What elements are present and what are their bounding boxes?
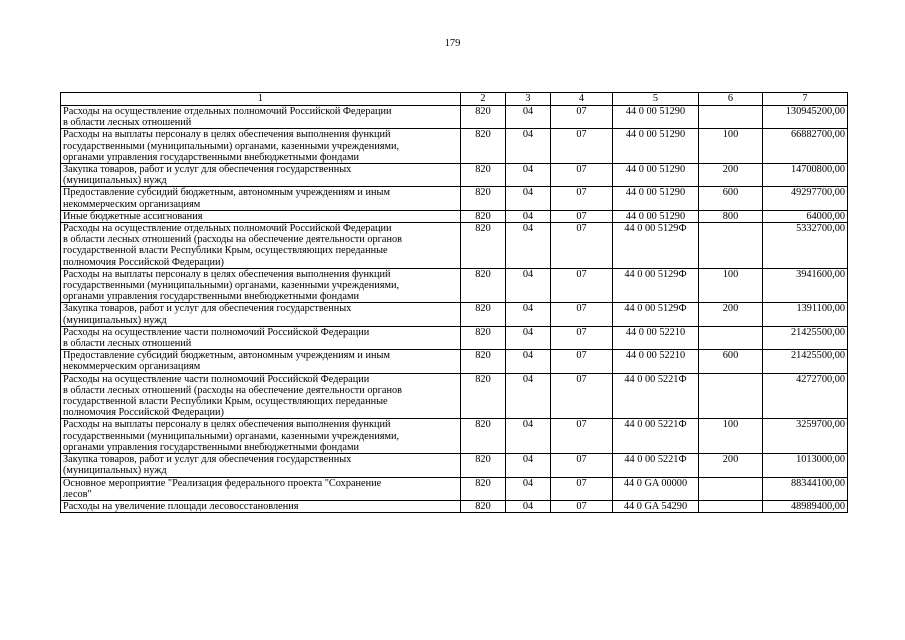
section-cell: 04	[506, 477, 551, 500]
section-cell: 04	[506, 223, 551, 269]
expense-type-cell	[699, 500, 763, 512]
ministry-code-cell: 820	[461, 210, 506, 222]
section-cell: 04	[506, 129, 551, 164]
amount-cell: 3259700,00	[763, 419, 848, 454]
table-row	[61, 326, 848, 349]
amount-cell: 14700800,00	[763, 164, 848, 187]
table-row	[61, 350, 848, 373]
ministry-code-cell: 820	[461, 419, 506, 454]
expense-name-cell: Расходы на увеличение площади лесовосстановления	[61, 500, 461, 512]
target-article-cell: 44 0 00 52210	[613, 350, 699, 373]
expense-name-cell: Иные бюджетные ассигнования	[61, 210, 461, 222]
section-cell: 04	[506, 106, 551, 129]
table-row	[61, 454, 848, 477]
ministry-code-cell: 820	[461, 187, 506, 210]
subsection-cell: 07	[551, 223, 613, 269]
table-row	[61, 223, 848, 269]
ministry-code-cell: 820	[461, 268, 506, 303]
target-article-cell: 44 0 00 51290	[613, 187, 699, 210]
subsection-cell: 07	[551, 350, 613, 373]
budget-table	[60, 92, 848, 513]
column-header: 2	[461, 93, 506, 106]
target-article-cell: 44 0 00 51290	[613, 210, 699, 222]
ministry-code-cell: 820	[461, 106, 506, 129]
amount-cell: 4272700,00	[763, 373, 848, 419]
target-article-cell: 44 0 GA 00000	[613, 477, 699, 500]
target-article-cell: 44 0 00 51290	[613, 164, 699, 187]
section-cell: 04	[506, 210, 551, 222]
column-header: 6	[699, 93, 763, 106]
amount-cell: 21425500,00	[763, 350, 848, 373]
expense-name-cell: Расходы на выплаты персоналу в целях обеспечения выполнения функций государственными (муниципальными) органами, казенными учреждениями, органами управления государственными внебюджетными фондами	[61, 268, 461, 303]
section-cell: 04	[506, 350, 551, 373]
subsection-cell: 07	[551, 187, 613, 210]
subsection-cell: 07	[551, 419, 613, 454]
expense-name-cell: Расходы на выплаты персоналу в целях обеспечения выполнения функций государственными (муниципальными) органами, казенными учреждениями, органами управления государственными внебюджетными фондами	[61, 129, 461, 164]
amount-cell: 5332700,00	[763, 223, 848, 269]
expense-type-cell	[699, 373, 763, 419]
subsection-cell: 07	[551, 268, 613, 303]
expense-type-cell: 800	[699, 210, 763, 222]
table-row	[61, 268, 848, 303]
table-row	[61, 419, 848, 454]
target-article-cell: 44 0 00 5129Ф	[613, 268, 699, 303]
expense-type-cell: 600	[699, 187, 763, 210]
target-article-cell: 44 0 00 5129Ф	[613, 223, 699, 269]
expense-type-cell	[699, 477, 763, 500]
expense-type-cell: 200	[699, 303, 763, 326]
amount-cell: 1391100,00	[763, 303, 848, 326]
expense-name-cell: Расходы на осуществление отдельных полномочий Российской Федерации в области лесных отношений	[61, 106, 461, 129]
amount-cell: 48989400,00	[763, 500, 848, 512]
target-article-cell: 44 0 00 51290	[613, 106, 699, 129]
ministry-code-cell: 820	[461, 303, 506, 326]
amount-cell: 88344100,00	[763, 477, 848, 500]
amount-cell: 64000,00	[763, 210, 848, 222]
subsection-cell: 07	[551, 373, 613, 419]
ministry-code-cell: 820	[461, 500, 506, 512]
expense-name-cell: Расходы на выплаты персоналу в целях обеспечения выполнения функций государственными (муниципальными) органами, казенными учреждениями, органами управления государственными внебюджетными фондами	[61, 419, 461, 454]
ministry-code-cell: 820	[461, 223, 506, 269]
column-header: 3	[506, 93, 551, 106]
section-cell: 04	[506, 326, 551, 349]
expense-name-cell: Закупка товаров, работ и услуг для обеспечения государственных (муниципальных) нужд	[61, 303, 461, 326]
ministry-code-cell: 820	[461, 350, 506, 373]
target-article-cell: 44 0 00 5221Ф	[613, 419, 699, 454]
column-header: 4	[551, 93, 613, 106]
ministry-code-cell: 820	[461, 326, 506, 349]
section-cell: 04	[506, 268, 551, 303]
expense-type-cell: 200	[699, 454, 763, 477]
subsection-cell: 07	[551, 164, 613, 187]
column-header: 7	[763, 93, 848, 106]
expense-name-cell: Закупка товаров, работ и услуг для обеспечения государственных (муниципальных) нужд	[61, 164, 461, 187]
target-article-cell: 44 0 00 5221Ф	[613, 373, 699, 419]
section-cell: 04	[506, 303, 551, 326]
ministry-code-cell: 820	[461, 454, 506, 477]
ministry-code-cell: 820	[461, 164, 506, 187]
amount-cell: 1013000,00	[763, 454, 848, 477]
amount-cell: 21425500,00	[763, 326, 848, 349]
subsection-cell: 07	[551, 129, 613, 164]
subsection-cell: 07	[551, 477, 613, 500]
table-row	[61, 373, 848, 419]
expense-type-cell: 200	[699, 164, 763, 187]
table-row	[61, 210, 848, 222]
subsection-cell: 07	[551, 303, 613, 326]
amount-cell: 49297700,00	[763, 187, 848, 210]
amount-cell: 3941600,00	[763, 268, 848, 303]
ministry-code-cell: 820	[461, 129, 506, 164]
table-row	[61, 500, 848, 512]
expense-type-cell: 100	[699, 129, 763, 164]
column-header: 5	[613, 93, 699, 106]
target-article-cell: 44 0 00 5221Ф	[613, 454, 699, 477]
section-cell: 04	[506, 419, 551, 454]
target-article-cell: 44 0 00 5129Ф	[613, 303, 699, 326]
table-row	[61, 187, 848, 210]
section-cell: 04	[506, 187, 551, 210]
amount-cell: 130945200,00	[763, 106, 848, 129]
table-row	[61, 164, 848, 187]
expense-type-cell: 600	[699, 350, 763, 373]
subsection-cell: 07	[551, 454, 613, 477]
table-row	[61, 303, 848, 326]
target-article-cell: 44 0 GA 54290	[613, 500, 699, 512]
section-cell: 04	[506, 500, 551, 512]
table-row	[61, 477, 848, 500]
expense-name-cell: Предоставление субсидий бюджетным, автономным учреждениям и иным некоммерческим организациям	[61, 350, 461, 373]
amount-cell: 66882700,00	[763, 129, 848, 164]
section-cell: 04	[506, 454, 551, 477]
page-number: 179	[444, 38, 461, 49]
target-article-cell: 44 0 00 52210	[613, 326, 699, 349]
subsection-cell: 07	[551, 210, 613, 222]
expense-name-cell: Расходы на осуществление отдельных полномочий Российской Федерации в области лесных отношений (расходы на обеспечение деятельности органов государственной власти Республики Крым, осуществляющих переданные полномочия Российской Федерации)	[61, 223, 461, 269]
expense-type-cell	[699, 223, 763, 269]
ministry-code-cell: 820	[461, 477, 506, 500]
expense-name-cell: Основное мероприятие "Реализация федерального проекта "Сохранение лесов"	[61, 477, 461, 500]
expense-type-cell: 100	[699, 419, 763, 454]
expense-name-cell: Расходы на осуществление части полномочий Российской Федерации в области лесных отношений (расходы на обеспечение деятельности органов государственной власти Республики Крым, осуществляющих переданные полномочия Российской Федерации)	[61, 373, 461, 419]
column-header: 1	[61, 93, 461, 106]
target-article-cell: 44 0 00 51290	[613, 129, 699, 164]
expense-type-cell	[699, 326, 763, 349]
expense-name-cell: Закупка товаров, работ и услуг для обеспечения государственных (муниципальных) нужд	[61, 454, 461, 477]
subsection-cell: 07	[551, 106, 613, 129]
expense-type-cell: 100	[699, 268, 763, 303]
header-row	[61, 93, 848, 106]
expense-name-cell: Расходы на осуществление части полномочий Российской Федерации в области лесных отношений	[61, 326, 461, 349]
table-row	[61, 106, 848, 129]
ministry-code-cell: 820	[461, 373, 506, 419]
section-cell: 04	[506, 164, 551, 187]
table-row	[61, 129, 848, 164]
expense-name-cell: Предоставление субсидий бюджетным, автономным учреждениям и иным некоммерческим организациям	[61, 187, 461, 210]
subsection-cell: 07	[551, 326, 613, 349]
expense-type-cell	[699, 106, 763, 129]
subsection-cell: 07	[551, 500, 613, 512]
section-cell: 04	[506, 373, 551, 419]
